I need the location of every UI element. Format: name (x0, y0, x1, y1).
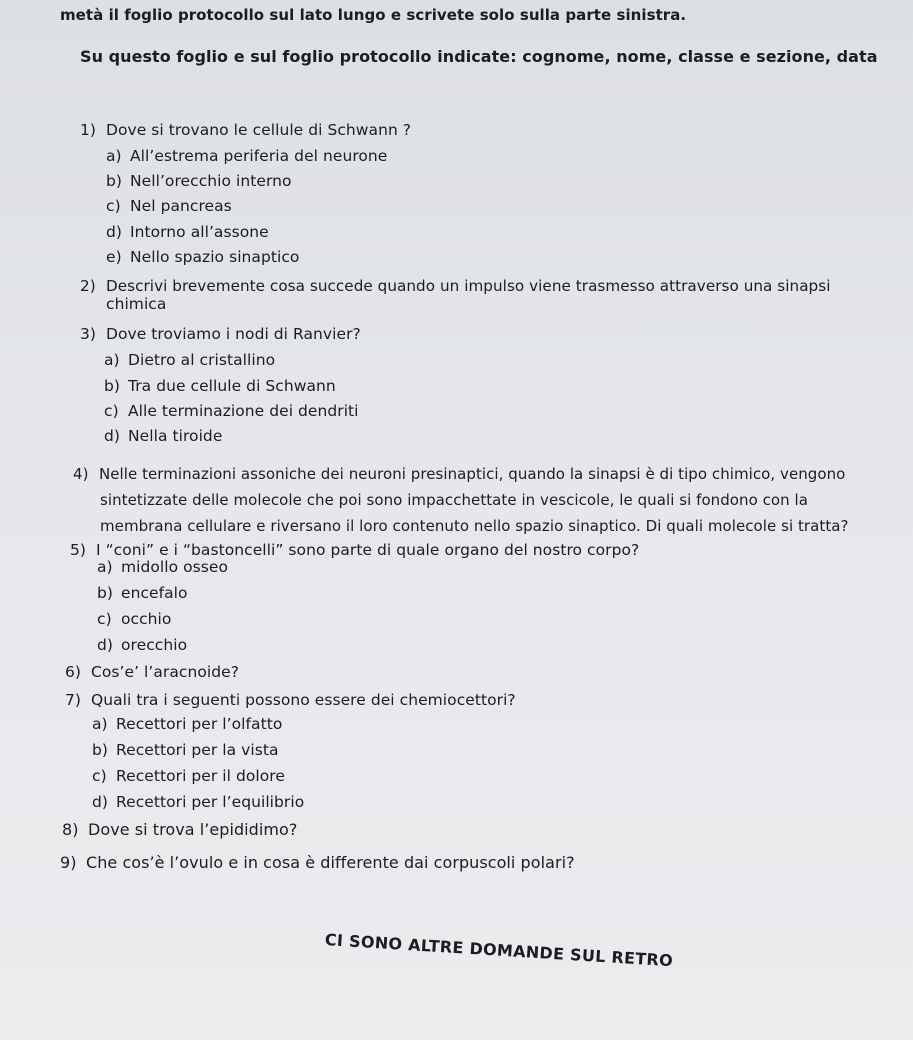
option-text: orecchio (121, 636, 188, 654)
question-7 (65, 690, 516, 710)
option-text: Recettori per l’equilibrio (116, 793, 305, 811)
question-7-option-c (92, 766, 285, 786)
option-text: Intorno all’assone (130, 223, 269, 241)
question-7-option-b (92, 740, 279, 760)
question-number: 3) (80, 325, 97, 343)
option-text: midollo osseo (121, 558, 229, 576)
question-5-option-b (97, 583, 188, 603)
question-2 (80, 276, 830, 296)
option-letter: c) (104, 402, 119, 420)
question-7-option-a (92, 714, 282, 734)
option-letter: b) (106, 172, 122, 190)
option-letter: c) (97, 610, 112, 628)
question-9 (60, 853, 575, 873)
question-1-option-d (106, 222, 269, 242)
question-1-option-b (106, 171, 292, 191)
question-3-option-b (104, 376, 336, 396)
question-1-option-c (106, 196, 232, 216)
option-text: Nello spazio sinaptico (130, 248, 300, 266)
question-1-option-e (106, 247, 299, 267)
option-text: Recettori per la vista (116, 741, 279, 759)
question-1 (80, 120, 411, 140)
option-letter: b) (97, 584, 113, 602)
option-letter: e) (106, 248, 122, 266)
back-page-note: CI SONO ALTRE DOMANDE SUL RETRO (324, 930, 674, 971)
option-letter: c) (106, 197, 121, 215)
question-text: Dove troviamo i nodi di Ranvier? (106, 325, 361, 343)
option-letter: d) (104, 427, 120, 445)
option-text: Nella tiroide (128, 427, 223, 445)
question-text: Cos’e’ l’aracnoide? (91, 663, 239, 681)
question-text: sintetizzate delle molecole che poi sono impacchettate in vescicole, le quali si fondono con la (100, 491, 808, 509)
question-1-option-a (106, 146, 387, 166)
question-7-option-d (92, 792, 304, 812)
question-number: 6) (65, 663, 82, 681)
question-3-option-c (104, 401, 359, 421)
question-text: Nelle terminazioni assoniche dei neuroni presinaptici, quando la sinapsi è di tipo chimico, vengono (99, 465, 846, 483)
option-text: encefalo (121, 584, 188, 602)
option-text: All’estrema periferia del neurone (130, 147, 388, 165)
option-text: Recettori per il dolore (116, 767, 285, 785)
question-5-option-a (97, 557, 228, 577)
option-text: Tra due cellule di Schwann (128, 377, 336, 395)
question-5-option-d (97, 635, 187, 655)
option-text: Nell’orecchio interno (130, 172, 292, 190)
question-4 (73, 464, 845, 484)
instruction-names: Su questo foglio e sul foglio protocollo indicate: cognome, nome, classe e sezione, data (80, 47, 878, 66)
option-text: Nel pancreas (130, 197, 232, 215)
question-4-continuation-1 (100, 490, 808, 510)
option-letter: b) (104, 377, 120, 395)
question-number: 4) (73, 465, 89, 483)
question-2-continuation (106, 294, 166, 314)
question-text: Quali tra i seguenti possono essere dei chemiocettori? (91, 691, 516, 709)
question-3-option-d (104, 426, 222, 446)
question-text: Dove si trova l’epididimo? (88, 820, 298, 839)
question-4-continuation-2 (100, 516, 849, 536)
question-3 (80, 324, 361, 344)
question-number: 5) (70, 541, 87, 559)
question-number: 7) (65, 691, 82, 709)
question-6 (65, 662, 239, 682)
question-text: membrana cellulare e riversano il loro contenuto nello spazio sinaptico. Di quali molecole si tratta? (100, 517, 849, 535)
question-text: I “coni” e i “bastoncelli” sono parte di quale organo del nostro corpo? (96, 541, 640, 559)
instruction-top: metà il foglio protocollo sul lato lungo e scrivete solo sulla parte sinistra. (60, 6, 687, 24)
option-letter: b) (92, 741, 108, 759)
option-letter: d) (92, 793, 108, 811)
option-letter: d) (106, 223, 122, 241)
option-text: Dietro al cristallino (128, 351, 276, 369)
option-text: Alle terminazione dei dendriti (128, 402, 359, 420)
question-number: 1) (80, 121, 97, 139)
option-letter: a) (97, 558, 113, 576)
question-number: 8) (62, 820, 79, 839)
question-text: Che cos’è l’ovulo e in cosa è differente dai corpuscoli polari? (86, 853, 575, 872)
option-letter: a) (104, 351, 120, 369)
question-number: 9) (60, 853, 77, 872)
question-5-option-c (97, 609, 171, 629)
option-letter: c) (92, 767, 107, 785)
question-text: Descrivi brevemente cosa succede quando un impulso viene trasmesso attraverso una sinapsi (106, 277, 831, 295)
question-text: Dove si trovano le cellule di Schwann ? (106, 121, 412, 139)
option-text: Recettori per l’olfatto (116, 715, 283, 733)
question-number: 2) (80, 277, 96, 295)
question-text: chimica (106, 295, 167, 313)
option-letter: a) (92, 715, 108, 733)
option-text: occhio (121, 610, 172, 628)
question-8 (62, 820, 297, 840)
option-letter: a) (106, 147, 122, 165)
option-letter: d) (97, 636, 113, 654)
question-3-option-a (104, 350, 275, 370)
